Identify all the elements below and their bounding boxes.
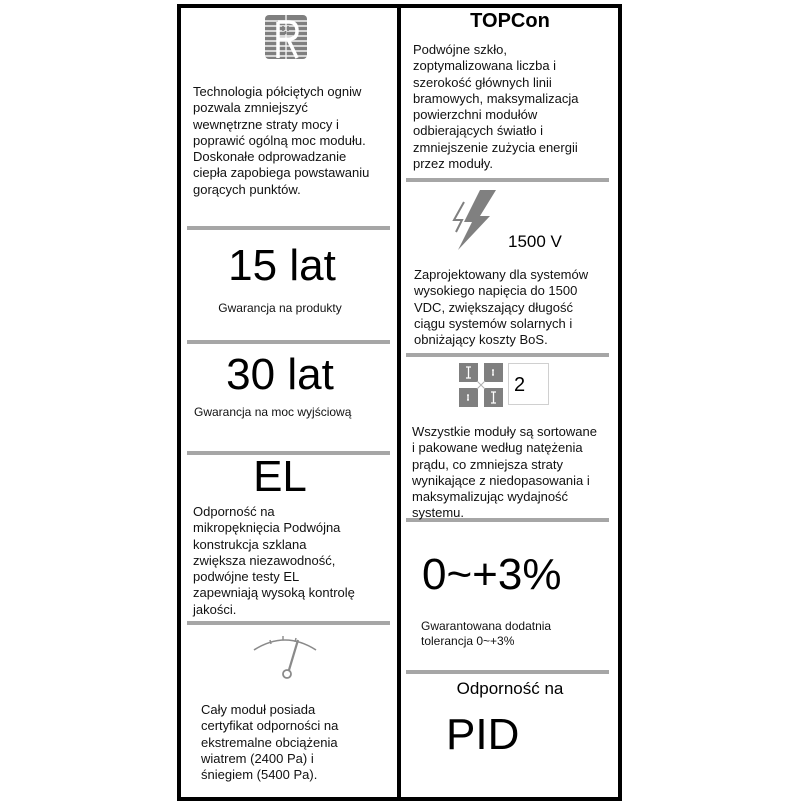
sorting-count-box: 2 xyxy=(508,363,549,405)
power-warranty-headline: 30 lat xyxy=(226,350,334,399)
current-sorting-icon xyxy=(459,363,505,407)
tolerance-caption: Gwarantowana dodatnia tolerancja 0~+3% xyxy=(421,619,552,648)
divider xyxy=(406,670,609,674)
el-headline: EL xyxy=(253,452,307,501)
current-sorting-description: Wszystkie moduły są sortowane i pakowane według natężenia prądu, co zmniejsza straty wynikające z niedopasowania i maksymalizując wydajność systemu. xyxy=(412,424,597,521)
pid-subtitle: Odporność na xyxy=(456,679,564,698)
column-divider xyxy=(397,4,401,799)
product-warranty-caption: Gwarancja na produkty xyxy=(218,301,342,315)
topcon-description: Podwójne szkło, zoptymalizowana liczba i szerokość głównych linii bramowych, maksymalizacja powierzchni modułów odbierających światło i zmniejszenie zużycia energii przez moduły. xyxy=(413,42,579,172)
topcon-title: TOPCon xyxy=(470,10,550,32)
voltage-label: 1500 V xyxy=(508,232,562,251)
el-description: Odporność na mikropęknięcia Podwójna konstrukcja szklana zwiększa niezawodność, podwójne testy EL zapewniają wysoką kontrolę jakości. xyxy=(193,504,355,617)
tolerance-headline: 0~+3% xyxy=(422,550,562,599)
divider xyxy=(406,178,609,182)
product-warranty-headline: 15 lat xyxy=(228,241,336,290)
gauge-icon xyxy=(250,628,320,680)
divider xyxy=(187,621,390,625)
divider xyxy=(187,340,390,344)
divider xyxy=(187,226,390,230)
divider xyxy=(406,353,609,357)
power-warranty-caption: Gwarancja na moc wyjściową xyxy=(194,405,352,419)
pid-headline: PID xyxy=(446,710,520,759)
lightning-bolt-icon xyxy=(450,188,500,252)
half-cut-description: Technologia półciętych ogniw pozwala zmniejszyć wewnętrzne straty mocy i poprawić ogólną moc modułu. Doskonałe odprowadzanie ciepła zapobiega powstawaniu gorących punktów. xyxy=(193,84,370,197)
half-cut-cell-logo-icon xyxy=(264,14,308,60)
load-resistance-description: Cały moduł posiada certyfikat odporności na ekstremalne obciążenia wiatrem (2400 Pa) i śniegiem (5400 Pa). xyxy=(201,702,339,783)
voltage-description: Zaprojektowany dla systemów wysokiego napięcia do 1500 VDC, zwiększający długość ciągu systemów solarnych i obniżający koszty BoS. xyxy=(414,267,589,348)
